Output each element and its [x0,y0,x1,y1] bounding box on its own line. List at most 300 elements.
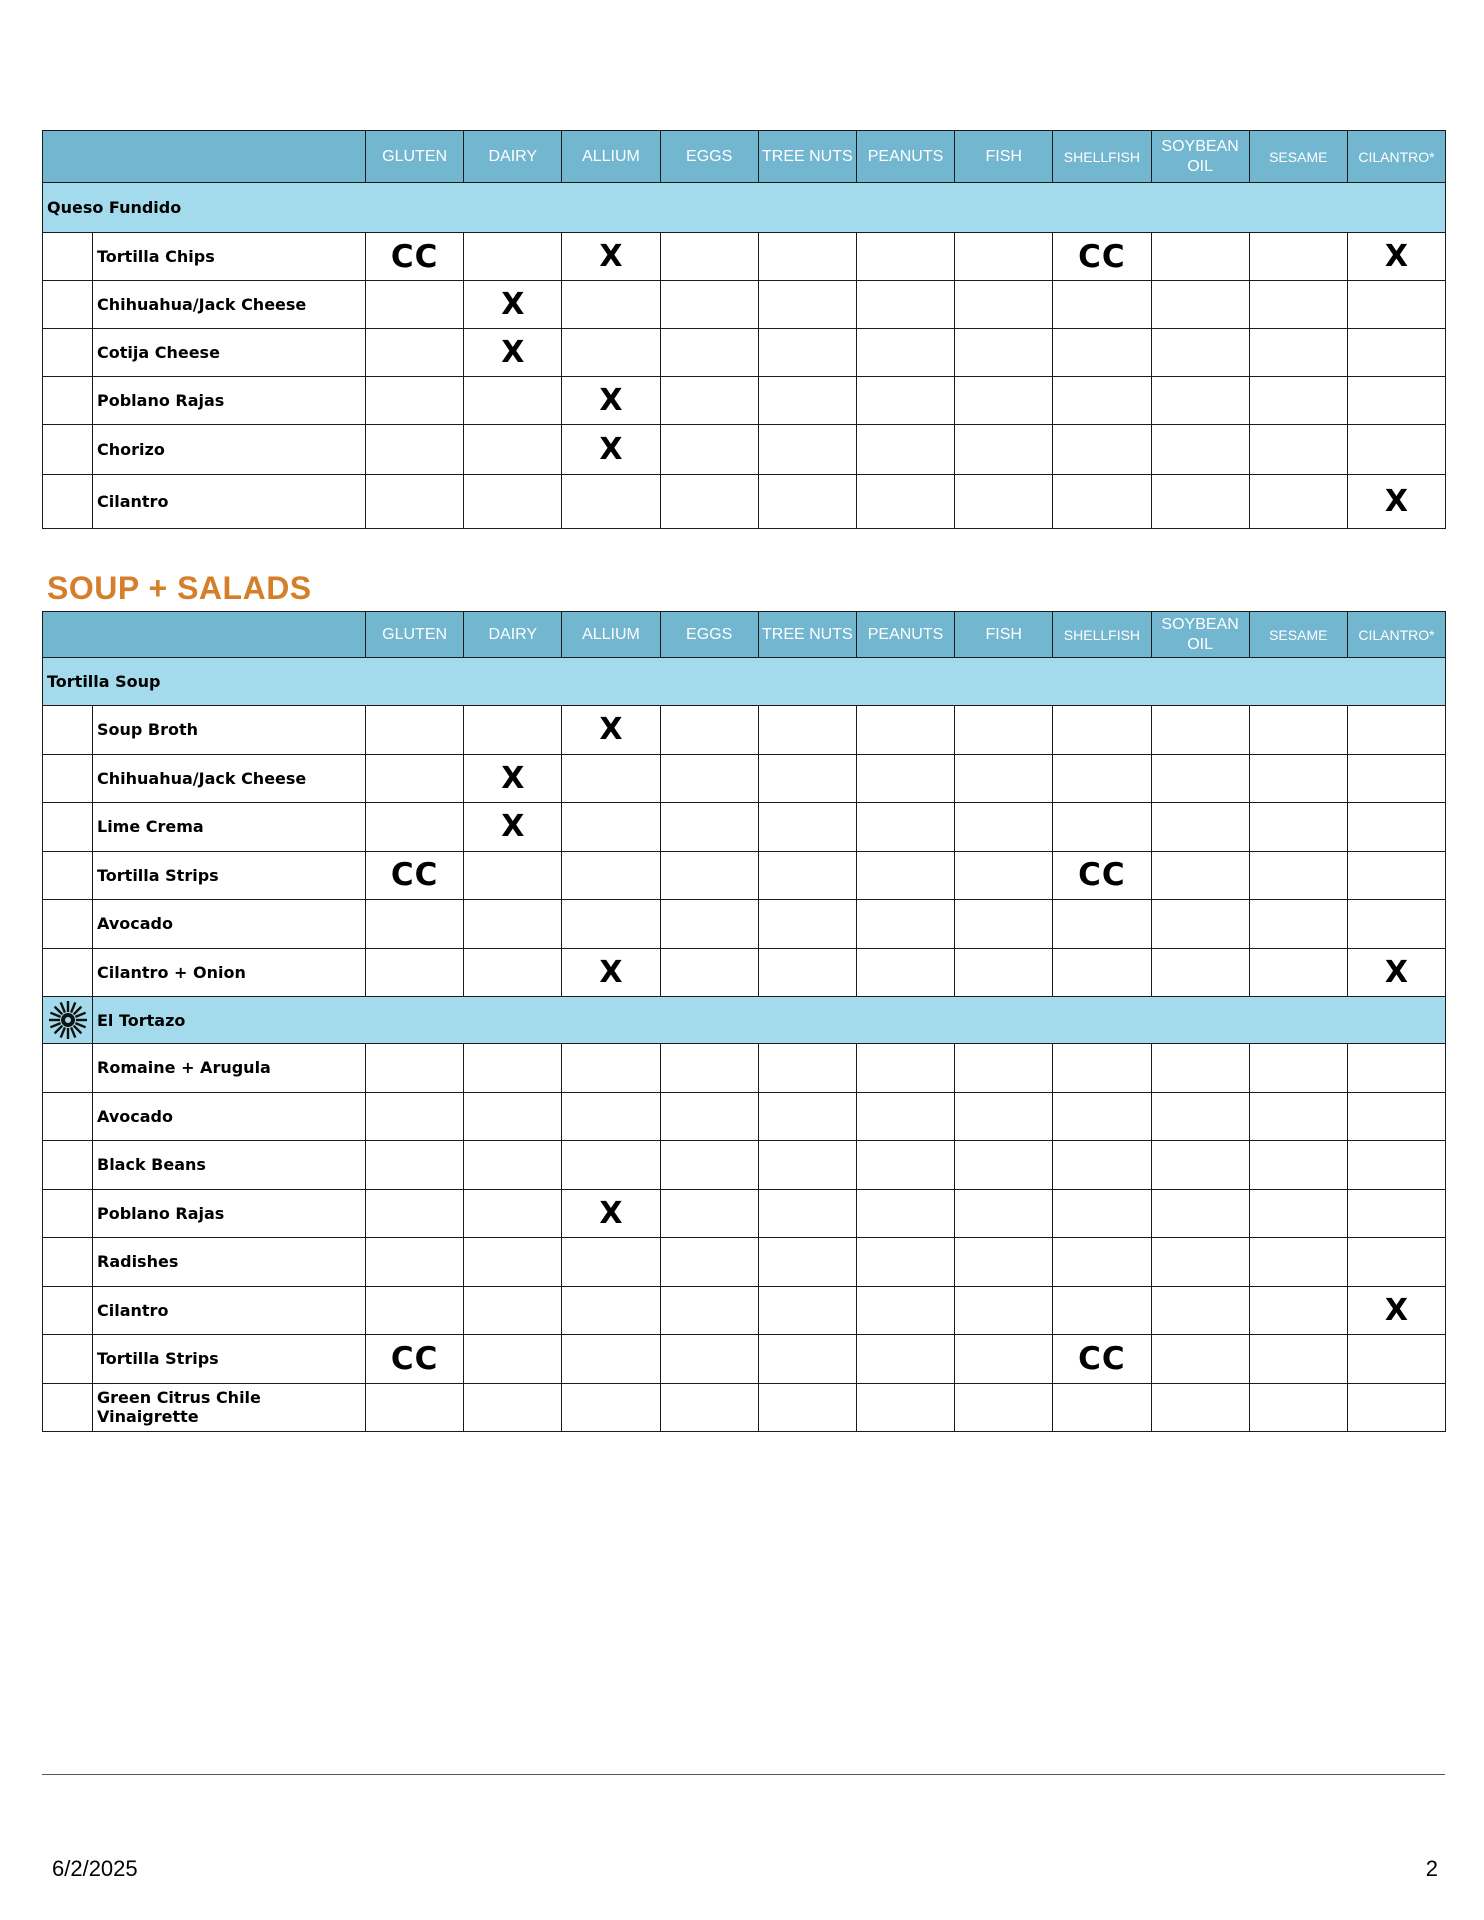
allergen-mark [1249,1092,1347,1141]
table-row [43,851,1446,900]
column-header-fish: FISH [955,131,1053,183]
table-row [43,1383,1446,1432]
column-header-soybean-oil: SOYBEAN OIL [1151,131,1249,183]
allergen-mark [464,377,562,425]
allergen-mark [366,900,464,949]
allergen-mark [955,803,1053,852]
allergen-mark [464,1286,562,1335]
ingredient-name: Tortilla Chips [93,233,366,281]
table-row [43,1092,1446,1141]
allergen-mark [856,1238,954,1287]
allergen-mark [1053,1044,1151,1093]
column-header-fish: FISH [955,612,1053,658]
allergen-mark [562,1141,660,1190]
allergen-mark [660,706,758,755]
allergen-mark [955,706,1053,755]
allergen-mark: X [562,377,660,425]
allergen-mark [955,329,1053,377]
allergen-mark [1053,377,1151,425]
allergen-mark [366,1189,464,1238]
allergen-mark [1053,1238,1151,1287]
column-header-cilantro: CILANTRO* [1347,131,1445,183]
allergen-mark [1249,329,1347,377]
group-row [43,997,1446,1044]
allergen-mark [1347,1238,1445,1287]
ingredient-name: Green Citrus Chile Vinaigrette [93,1383,366,1432]
allergen-mark [366,1044,464,1093]
allergen-mark [1053,1189,1151,1238]
allergen-mark: X [1347,475,1445,529]
ingredient-name: Tortilla Strips [93,1335,366,1384]
allergen-mark [758,377,856,425]
allergen-mark [562,329,660,377]
row-spacer [43,475,93,529]
column-header-allium: ALLIUM [562,612,660,658]
column-header-eggs: EGGS [660,612,758,658]
allergen-mark: CC [1053,233,1151,281]
ingredient-name: Cotija Cheese [93,329,366,377]
allergen-mark [955,233,1053,281]
row-spacer [43,900,93,949]
allergen-mark [856,754,954,803]
row-spacer [43,706,93,755]
allergen-mark [660,1044,758,1093]
group-icon-cell [43,997,93,1044]
allergen-mark [856,851,954,900]
allergen-mark [660,1141,758,1190]
allergen-mark [856,706,954,755]
allergen-mark [1347,1189,1445,1238]
allergen-mark [1053,1092,1151,1141]
allergen-mark [366,1383,464,1432]
allergen-mark [562,851,660,900]
allergen-mark [1151,851,1249,900]
allergen-mark [464,1044,562,1093]
column-header-gluten: GLUTEN [366,131,464,183]
allergen-mark [1151,1238,1249,1287]
allergen-mark [1249,948,1347,997]
allergen-mark [562,475,660,529]
sun-emblem-icon [47,999,89,1041]
allergen-mark [562,1092,660,1141]
column-header-shellfish: SHELLFISH [1053,612,1151,658]
allergen-mark [660,803,758,852]
row-spacer [43,851,93,900]
allergen-mark [758,1238,856,1287]
allergen-mark [758,475,856,529]
allergen-mark: X [1347,1286,1445,1335]
table-row [43,754,1446,803]
allergen-mark [1151,425,1249,475]
allergen-mark: X [1347,233,1445,281]
allergen-mark: CC [366,851,464,900]
allergen-mark [660,1335,758,1384]
ingredient-name: Poblano Rajas [93,377,366,425]
row-spacer [43,1335,93,1384]
allergen-mark [758,803,856,852]
allergen-mark [1347,900,1445,949]
allergen-mark [1249,1286,1347,1335]
column-header-tree-nuts: TREE NUTS [758,131,856,183]
allergen-mark [464,706,562,755]
ingredient-name: Soup Broth [93,706,366,755]
group-label: Queso Fundido [43,183,1446,233]
allergen-mark [366,803,464,852]
ingredient-name: Cilantro [93,475,366,529]
column-header-allium: ALLIUM [562,131,660,183]
allergen-mark [1347,706,1445,755]
table-row [43,1286,1446,1335]
allergen-mark: X [464,754,562,803]
allergen-mark [1053,706,1151,755]
allergen-mark [1249,1238,1347,1287]
allergen-mark [955,1286,1053,1335]
allergen-mark [562,1044,660,1093]
header-blank [43,131,366,183]
table-row [43,803,1446,852]
allergen-mark [1249,1335,1347,1384]
ingredient-name: Romaine + Arugula [93,1044,366,1093]
allergen-mark: CC [1053,1335,1151,1384]
allergen-mark [562,803,660,852]
allergen-mark [758,281,856,329]
allergen-mark [366,425,464,475]
ingredient-name: Cilantro [93,1286,366,1335]
ingredient-name: Chorizo [93,425,366,475]
allergen-mark [1151,1286,1249,1335]
allergen-mark: X [562,1189,660,1238]
allergen-table-soup-salads [42,611,1446,1432]
allergen-mark [1053,1383,1151,1432]
group-label: El Tortazo [93,997,1446,1044]
allergen-mark [366,706,464,755]
row-spacer [43,1238,93,1287]
row-spacer [43,948,93,997]
allergen-mark [562,1238,660,1287]
allergen-mark [1249,706,1347,755]
allergen-mark [464,1092,562,1141]
allergen-mark [955,948,1053,997]
row-spacer [43,329,93,377]
allergen-mark [1347,377,1445,425]
allergen-mark [955,900,1053,949]
ingredient-name: Radishes [93,1238,366,1287]
allergen-mark [1151,1092,1249,1141]
allergen-mark [1151,948,1249,997]
allergen-mark [660,281,758,329]
allergen-mark [1053,475,1151,529]
allergen-mark [856,948,954,997]
allergen-mark [1053,281,1151,329]
ingredient-name: Cilantro + Onion [93,948,366,997]
allergen-mark [758,900,856,949]
allergen-mark [366,948,464,997]
allergen-mark [1249,281,1347,329]
allergen-mark [660,1238,758,1287]
footer-date: 6/2/2025 [52,1856,138,1881]
allergen-mark [1053,948,1151,997]
allergen-mark [955,1238,1053,1287]
allergen-mark [856,425,954,475]
allergen-mark [562,900,660,949]
allergen-mark [366,475,464,529]
allergen-mark [758,425,856,475]
allergen-mark [660,233,758,281]
allergen-mark [856,1092,954,1141]
row-spacer [43,233,93,281]
allergen-mark [1053,425,1151,475]
row-spacer [43,377,93,425]
table-row [43,329,1446,377]
column-header-sesame: SESAME [1249,612,1347,658]
row-spacer [43,1092,93,1141]
row-spacer [43,803,93,852]
table-row [43,948,1446,997]
allergen-mark [562,281,660,329]
allergen-mark [758,329,856,377]
allergen-mark [464,233,562,281]
allergen-mark [758,1044,856,1093]
allergen-mark [1151,1141,1249,1190]
allergen-mark: X [562,233,660,281]
allergen-mark [660,1092,758,1141]
allergen-mark [758,1141,856,1190]
allergen-mark [1249,1044,1347,1093]
allergen-mark [660,851,758,900]
group-label: Tortilla Soup [43,658,1446,706]
allergen-mark [1249,1189,1347,1238]
column-header-soybean-oil: SOYBEAN OIL [1151,612,1249,658]
allergen-mark [1053,329,1151,377]
table-row [43,1044,1446,1093]
page-number: 2 [1425,1856,1438,1881]
allergen-mark [660,754,758,803]
column-header-shellfish: SHELLFISH [1053,131,1151,183]
column-header-sesame: SESAME [1249,131,1347,183]
allergen-mark [1249,475,1347,529]
allergen-mark [464,1141,562,1190]
allergen-mark [1151,1044,1249,1093]
ingredient-name: Chihuahua/Jack Cheese [93,281,366,329]
allergen-mark: CC [366,1335,464,1384]
allergen-mark [1151,475,1249,529]
allergen-mark [955,377,1053,425]
allergen-mark [856,1044,954,1093]
allergen-mark [1151,1335,1249,1384]
allergen-mark [1249,803,1347,852]
allergen-mark [856,1189,954,1238]
allergen-mark [660,1286,758,1335]
allergen-mark [464,1335,562,1384]
allergen-mark [660,948,758,997]
allergen-mark [1151,233,1249,281]
column-header-dairy: DAIRY [464,131,562,183]
allergen-mark [366,1141,464,1190]
allergen-mark [955,1335,1053,1384]
allergen-mark [1347,803,1445,852]
allergen-mark: X [464,329,562,377]
table-row [43,377,1446,425]
allergen-mark [856,1335,954,1384]
allergen-mark [758,851,856,900]
allergen-mark [1249,1383,1347,1432]
allergen-mark [660,329,758,377]
allergen-mark [955,1383,1053,1432]
row-spacer [43,754,93,803]
allergen-mark [1249,233,1347,281]
allergen-mark [366,281,464,329]
allergen-mark [1151,900,1249,949]
row-spacer [43,425,93,475]
allergen-mark [366,1238,464,1287]
allergen-mark [1151,706,1249,755]
row-spacer [43,1044,93,1093]
table-row [43,475,1446,529]
allergen-mark: CC [366,233,464,281]
allergen-mark [758,1286,856,1335]
allergen-mark [955,851,1053,900]
allergen-mark [1151,281,1249,329]
allergen-mark [856,900,954,949]
allergen-mark [1053,1286,1151,1335]
ingredient-name: Poblano Rajas [93,1189,366,1238]
group-row [43,183,1446,233]
allergen-mark [366,377,464,425]
allergen-mark [366,329,464,377]
allergen-mark [1151,1189,1249,1238]
allergen-mark [1151,1383,1249,1432]
ingredient-name: Tortilla Strips [93,851,366,900]
allergen-mark [1249,851,1347,900]
table-row [43,1141,1446,1190]
allergen-mark [562,1286,660,1335]
allergen-mark [758,706,856,755]
allergen-mark [660,1383,758,1432]
allergen-mark [856,233,954,281]
allergen-mark: X [464,281,562,329]
allergen-mark: X [1347,948,1445,997]
section-title: SOUP + SALADS [47,570,312,606]
allergen-mark [464,425,562,475]
table-row [43,1189,1446,1238]
ingredient-name: Avocado [93,900,366,949]
table-row [43,1335,1446,1384]
header-blank [43,612,366,658]
allergen-mark [562,1335,660,1384]
allergen-mark [660,425,758,475]
allergen-mark [856,329,954,377]
allergen-mark [955,1141,1053,1190]
allergen-mark [464,475,562,529]
allergen-mark [758,754,856,803]
allergen-mark [758,233,856,281]
allergen-mark [955,281,1053,329]
allergen-mark: X [464,803,562,852]
allergen-mark [464,900,562,949]
table-row [43,425,1446,475]
row-spacer [43,1189,93,1238]
allergen-mark [1347,281,1445,329]
allergen-mark [955,425,1053,475]
allergen-mark [1249,754,1347,803]
allergen-mark [856,1141,954,1190]
allergen-table-queso [42,130,1446,529]
allergen-mark [1249,425,1347,475]
allergen-mark [1053,1141,1151,1190]
allergen-mark [464,1189,562,1238]
row-spacer [43,1383,93,1432]
allergen-mark [758,1383,856,1432]
allergen-mark [758,1092,856,1141]
allergen-mark [856,475,954,529]
allergen-mark [1249,1141,1347,1190]
allergen-mark [562,1383,660,1432]
column-header-gluten: GLUTEN [366,612,464,658]
allergen-mark [366,1286,464,1335]
allergen-mark [1347,1335,1445,1384]
table-row [43,900,1446,949]
table-row [43,1238,1446,1287]
allergen-mark: X [562,425,660,475]
allergen-mark [955,475,1053,529]
allergen-mark [1053,900,1151,949]
allergen-mark [856,803,954,852]
ingredient-name: Black Beans [93,1141,366,1190]
allergen-mark [1249,900,1347,949]
allergen-mark [856,281,954,329]
ingredient-name: Lime Crema [93,803,366,852]
group-row [43,658,1446,706]
allergen-mark [1053,754,1151,803]
allergen-mark [1347,425,1445,475]
allergen-mark [660,475,758,529]
column-header-peanuts: PEANUTS [856,131,954,183]
column-header-dairy: DAIRY [464,612,562,658]
allergen-mark: CC [1053,851,1151,900]
allergen-mark [1347,1044,1445,1093]
allergen-mark [562,754,660,803]
allergen-mark [1347,754,1445,803]
allergen-mark [1347,1092,1445,1141]
table-row [43,706,1446,755]
allergen-mark [856,1286,954,1335]
row-spacer [43,281,93,329]
allergen-mark [758,948,856,997]
allergen-mark [1249,377,1347,425]
column-header-eggs: EGGS [660,131,758,183]
allergen-mark: X [562,948,660,997]
allergen-mark [1151,754,1249,803]
allergen-mark [955,754,1053,803]
allergen-mark [856,377,954,425]
allergen-mark [955,1044,1053,1093]
allergen-mark [1151,377,1249,425]
allergen-mark [758,1189,856,1238]
allergen-mark [366,1092,464,1141]
row-spacer [43,1141,93,1190]
allergen-mark [1151,329,1249,377]
allergen-mark [464,851,562,900]
allergen-mark [955,1189,1053,1238]
allergen-mark [1347,329,1445,377]
allergen-mark [366,754,464,803]
allergen-mark [1347,1383,1445,1432]
allergen-mark [660,900,758,949]
table-row [43,233,1446,281]
allergen-mark [1151,803,1249,852]
footer-divider [42,1774,1445,1775]
header-row [43,612,1446,658]
